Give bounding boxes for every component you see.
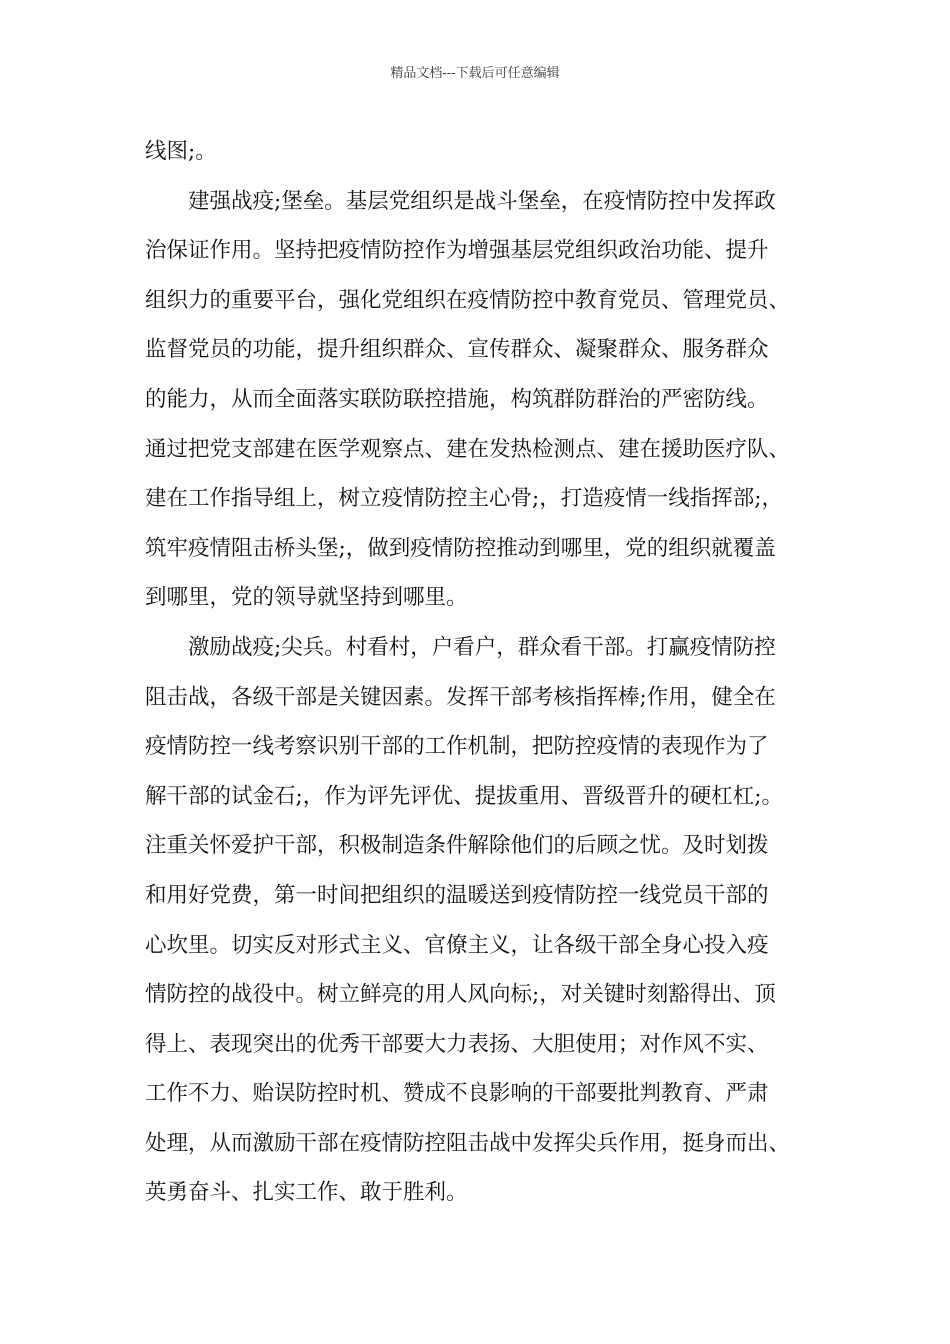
text-line: 建在工作指导组上，树立疫情防控主心骨;，打造疫情一线指挥部;， — [145, 486, 783, 512]
text-line: 情防控的战役中。树立鲜亮的用人风向标;，对关键时刻豁得出、顶 — [145, 982, 776, 1008]
paragraph-start-line: 建强战疫;堡垒。基层党组织是战斗堡垒，在疫情防控中发挥政 — [188, 188, 776, 214]
text-line: 监督党员的功能，提升组织群众、宣传群众、凝聚群众、服务群众 — [145, 337, 769, 363]
text-line: 英勇奋斗、扎实工作、敢于胜利。 — [145, 1180, 468, 1206]
text-line: 的能力，从而全面落实联防联控措施，构筑群防群治的严密防线。 — [145, 386, 769, 412]
text-line: 处理，从而激励干部在疫情防控阻击战中发挥尖兵作用，挺身而出、 — [145, 1130, 791, 1156]
text-line: 线图;。 — [145, 139, 217, 164]
text-line: 筑牢疫情阻击桥头堡;，做到疫情防控推动到哪里，党的组织就覆盖 — [145, 535, 776, 561]
body-text — [145, 134, 845, 1225]
text-line: 注重关怀爱护干部，积极制造条件解除他们的后顾之忧。及时划拨 — [145, 833, 769, 859]
text-line: 通过把党支部建在医学观察点、建在发热检测点、建在援助医疗队、 — [145, 436, 791, 462]
paragraph-start-line: 激励战疫;尖兵。村看村，户看户，群众看干部。打赢疫情防控 — [188, 634, 776, 660]
text-line: 组织力的重要平台，强化党组织在疫情防控中教育党员、管理党员、 — [145, 287, 791, 313]
text-line: 疫情防控一线考察识别干部的工作机制，把防控疫情的表现作为了 — [145, 734, 769, 760]
text-line: 到哪里，党的领导就坚持到哪里。 — [145, 585, 468, 611]
text-line: 工作不力、贻误防控时机、赞成不良影响的干部要批判教育、严肃 — [145, 1081, 769, 1107]
text-line: 心坎里。切实反对形式主义、官僚主义，让各级干部全身心投入疫 — [145, 932, 769, 958]
text-line: 解干部的试金石;，作为评先评优、提拔重用、晋级晋升的硬杠杠;。 — [145, 783, 783, 809]
page-header: 精品文档---下载后可任意编辑 — [390, 66, 560, 81]
text-line: 和用好党费，第一时间把组织的温暖送到疫情防控一线党员干部的 — [145, 882, 769, 908]
text-line: 治保证作用。坚持把疫情防控作为增强基层党组织政治功能、提升 — [145, 238, 769, 264]
text-line: 阻击战，各级干部是关键因素。发挥干部考核指挥棒;作用，健全在 — [145, 684, 776, 710]
text-line: 得上、表现突出的优秀干部要大力表扬、大胆使用；对作风不实、 — [145, 1031, 769, 1057]
